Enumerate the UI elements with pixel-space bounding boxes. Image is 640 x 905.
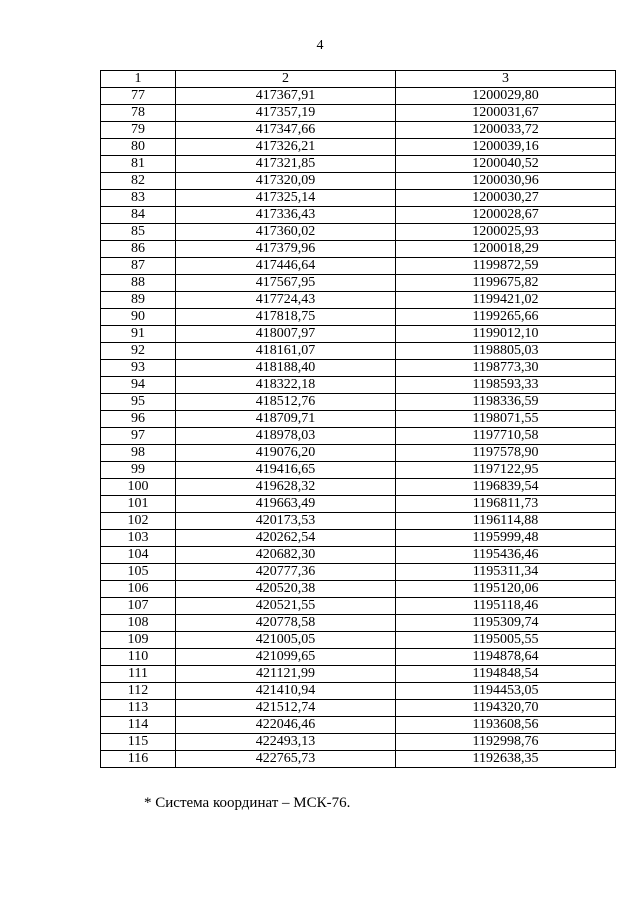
x-coordinate-cell: 422765,73 bbox=[176, 751, 396, 768]
y-coordinate-cell: 1198336,59 bbox=[396, 394, 616, 411]
point-number-cell: 115 bbox=[101, 734, 176, 751]
point-number-cell: 88 bbox=[101, 275, 176, 292]
table-row bbox=[101, 173, 616, 190]
y-coordinate-cell: 1194878,64 bbox=[396, 649, 616, 666]
x-coordinate-cell: 421121,99 bbox=[176, 666, 396, 683]
table-row bbox=[101, 309, 616, 326]
point-number-cell: 108 bbox=[101, 615, 176, 632]
point-number-cell: 109 bbox=[101, 632, 176, 649]
x-coordinate-cell: 417325,14 bbox=[176, 190, 396, 207]
point-number-cell: 89 bbox=[101, 292, 176, 309]
point-number-cell: 111 bbox=[101, 666, 176, 683]
point-number-cell: 87 bbox=[101, 258, 176, 275]
x-coordinate-cell: 421005,05 bbox=[176, 632, 396, 649]
y-coordinate-cell: 1200030,96 bbox=[396, 173, 616, 190]
x-coordinate-cell: 422493,13 bbox=[176, 734, 396, 751]
point-number-cell: 96 bbox=[101, 411, 176, 428]
y-coordinate-cell: 1195309,74 bbox=[396, 615, 616, 632]
column-header-3: 3 bbox=[396, 71, 616, 88]
table-row bbox=[101, 360, 616, 377]
table-row bbox=[101, 700, 616, 717]
point-number-cell: 112 bbox=[101, 683, 176, 700]
x-coordinate-cell: 419076,20 bbox=[176, 445, 396, 462]
table-row bbox=[101, 377, 616, 394]
y-coordinate-cell: 1200025,93 bbox=[396, 224, 616, 241]
x-coordinate-cell: 419663,49 bbox=[176, 496, 396, 513]
table-row bbox=[101, 207, 616, 224]
x-coordinate-cell: 417818,75 bbox=[176, 309, 396, 326]
y-coordinate-cell: 1198071,55 bbox=[396, 411, 616, 428]
y-coordinate-cell: 1195311,34 bbox=[396, 564, 616, 581]
table-row bbox=[101, 122, 616, 139]
y-coordinate-cell: 1192998,76 bbox=[396, 734, 616, 751]
x-coordinate-cell: 418161,07 bbox=[176, 343, 396, 360]
point-number-cell: 94 bbox=[101, 377, 176, 394]
point-number-cell: 110 bbox=[101, 649, 176, 666]
table-row bbox=[101, 751, 616, 768]
x-coordinate-cell: 417347,66 bbox=[176, 122, 396, 139]
point-number-cell: 98 bbox=[101, 445, 176, 462]
table-row bbox=[101, 581, 616, 598]
table-row bbox=[101, 547, 616, 564]
x-coordinate-cell: 417357,19 bbox=[176, 105, 396, 122]
x-coordinate-cell: 417320,09 bbox=[176, 173, 396, 190]
point-number-cell: 106 bbox=[101, 581, 176, 598]
y-coordinate-cell: 1195118,46 bbox=[396, 598, 616, 615]
x-coordinate-cell: 418188,40 bbox=[176, 360, 396, 377]
x-coordinate-cell: 419628,32 bbox=[176, 479, 396, 496]
table-row bbox=[101, 190, 616, 207]
table-row bbox=[101, 666, 616, 683]
y-coordinate-cell: 1199012,10 bbox=[396, 326, 616, 343]
table-row bbox=[101, 139, 616, 156]
table-row bbox=[101, 649, 616, 666]
table-header-row bbox=[101, 71, 616, 88]
y-coordinate-cell: 1200033,72 bbox=[396, 122, 616, 139]
y-coordinate-cell: 1194320,70 bbox=[396, 700, 616, 717]
x-coordinate-cell: 421512,74 bbox=[176, 700, 396, 717]
table-row bbox=[101, 530, 616, 547]
table-body bbox=[101, 88, 616, 768]
x-coordinate-cell: 419416,65 bbox=[176, 462, 396, 479]
x-coordinate-cell: 417567,95 bbox=[176, 275, 396, 292]
x-coordinate-cell: 417321,85 bbox=[176, 156, 396, 173]
y-coordinate-cell: 1200018,29 bbox=[396, 241, 616, 258]
table-row bbox=[101, 343, 616, 360]
coordinate-system-footnote: * Система координат – МСК-76. bbox=[144, 795, 351, 811]
y-coordinate-cell: 1200028,67 bbox=[396, 207, 616, 224]
point-number-cell: 83 bbox=[101, 190, 176, 207]
x-coordinate-cell: 418512,76 bbox=[176, 394, 396, 411]
x-coordinate-cell: 420521,55 bbox=[176, 598, 396, 615]
point-number-cell: 80 bbox=[101, 139, 176, 156]
x-coordinate-cell: 420173,53 bbox=[176, 513, 396, 530]
table-row bbox=[101, 411, 616, 428]
y-coordinate-cell: 1196114,88 bbox=[396, 513, 616, 530]
point-number-cell: 105 bbox=[101, 564, 176, 581]
y-coordinate-cell: 1197122,95 bbox=[396, 462, 616, 479]
x-coordinate-cell: 417367,91 bbox=[176, 88, 396, 105]
x-coordinate-cell: 417724,43 bbox=[176, 292, 396, 309]
point-number-cell: 101 bbox=[101, 496, 176, 513]
x-coordinate-cell: 420520,38 bbox=[176, 581, 396, 598]
table-row bbox=[101, 683, 616, 700]
y-coordinate-cell: 1198593,33 bbox=[396, 377, 616, 394]
y-coordinate-cell: 1200029,80 bbox=[396, 88, 616, 105]
x-coordinate-cell: 417446,64 bbox=[176, 258, 396, 275]
column-header-1: 1 bbox=[101, 71, 176, 88]
column-header-2: 2 bbox=[176, 71, 396, 88]
y-coordinate-cell: 1195436,46 bbox=[396, 547, 616, 564]
point-number-cell: 113 bbox=[101, 700, 176, 717]
point-number-cell: 107 bbox=[101, 598, 176, 615]
x-coordinate-cell: 421410,94 bbox=[176, 683, 396, 700]
point-number-cell: 99 bbox=[101, 462, 176, 479]
point-number-cell: 79 bbox=[101, 122, 176, 139]
y-coordinate-cell: 1199675,82 bbox=[396, 275, 616, 292]
x-coordinate-cell: 417379,96 bbox=[176, 241, 396, 258]
y-coordinate-cell: 1193608,56 bbox=[396, 717, 616, 734]
table-row bbox=[101, 734, 616, 751]
x-coordinate-cell: 421099,65 bbox=[176, 649, 396, 666]
point-number-cell: 114 bbox=[101, 717, 176, 734]
point-number-cell: 85 bbox=[101, 224, 176, 241]
x-coordinate-cell: 417336,43 bbox=[176, 207, 396, 224]
x-coordinate-cell: 420682,30 bbox=[176, 547, 396, 564]
table-row bbox=[101, 564, 616, 581]
y-coordinate-cell: 1200031,67 bbox=[396, 105, 616, 122]
table-row bbox=[101, 258, 616, 275]
y-coordinate-cell: 1194848,54 bbox=[396, 666, 616, 683]
point-number-cell: 86 bbox=[101, 241, 176, 258]
point-number-cell: 100 bbox=[101, 479, 176, 496]
table-row bbox=[101, 88, 616, 105]
x-coordinate-cell: 420262,54 bbox=[176, 530, 396, 547]
point-number-cell: 93 bbox=[101, 360, 176, 377]
y-coordinate-cell: 1196839,54 bbox=[396, 479, 616, 496]
point-number-cell: 84 bbox=[101, 207, 176, 224]
coordinates-table bbox=[100, 70, 616, 768]
y-coordinate-cell: 1199421,02 bbox=[396, 292, 616, 309]
y-coordinate-cell: 1199872,59 bbox=[396, 258, 616, 275]
table-row bbox=[101, 105, 616, 122]
y-coordinate-cell: 1199265,66 bbox=[396, 309, 616, 326]
table-row bbox=[101, 428, 616, 445]
point-number-cell: 103 bbox=[101, 530, 176, 547]
table-row bbox=[101, 445, 616, 462]
point-number-cell: 91 bbox=[101, 326, 176, 343]
page-number: 4 bbox=[316, 38, 324, 53]
y-coordinate-cell: 1195999,48 bbox=[396, 530, 616, 547]
y-coordinate-cell: 1197710,58 bbox=[396, 428, 616, 445]
y-coordinate-cell: 1200039,16 bbox=[396, 139, 616, 156]
table-row bbox=[101, 326, 616, 343]
y-coordinate-cell: 1198773,30 bbox=[396, 360, 616, 377]
table-row bbox=[101, 513, 616, 530]
y-coordinate-cell: 1200030,27 bbox=[396, 190, 616, 207]
x-coordinate-cell: 418007,97 bbox=[176, 326, 396, 343]
point-number-cell: 92 bbox=[101, 343, 176, 360]
table-row bbox=[101, 394, 616, 411]
point-number-cell: 102 bbox=[101, 513, 176, 530]
table-row bbox=[101, 241, 616, 258]
table-row bbox=[101, 615, 616, 632]
point-number-cell: 116 bbox=[101, 751, 176, 768]
x-coordinate-cell: 420777,36 bbox=[176, 564, 396, 581]
table-row bbox=[101, 292, 616, 309]
point-number-cell: 82 bbox=[101, 173, 176, 190]
y-coordinate-cell: 1197578,90 bbox=[396, 445, 616, 462]
y-coordinate-cell: 1198805,03 bbox=[396, 343, 616, 360]
y-coordinate-cell: 1195005,55 bbox=[396, 632, 616, 649]
table-row bbox=[101, 275, 616, 292]
table-row bbox=[101, 462, 616, 479]
table-row bbox=[101, 224, 616, 241]
y-coordinate-cell: 1196811,73 bbox=[396, 496, 616, 513]
y-coordinate-cell: 1194453,05 bbox=[396, 683, 616, 700]
y-coordinate-cell: 1195120,06 bbox=[396, 581, 616, 598]
y-coordinate-cell: 1200040,52 bbox=[396, 156, 616, 173]
x-coordinate-cell: 418978,03 bbox=[176, 428, 396, 445]
point-number-cell: 81 bbox=[101, 156, 176, 173]
point-number-cell: 97 bbox=[101, 428, 176, 445]
point-number-cell: 78 bbox=[101, 105, 176, 122]
table-row bbox=[101, 717, 616, 734]
point-number-cell: 95 bbox=[101, 394, 176, 411]
point-number-cell: 77 bbox=[101, 88, 176, 105]
point-number-cell: 90 bbox=[101, 309, 176, 326]
x-coordinate-cell: 418709,71 bbox=[176, 411, 396, 428]
table-row bbox=[101, 479, 616, 496]
x-coordinate-cell: 417360,02 bbox=[176, 224, 396, 241]
table-row bbox=[101, 156, 616, 173]
y-coordinate-cell: 1192638,35 bbox=[396, 751, 616, 768]
table-row bbox=[101, 496, 616, 513]
point-number-cell: 104 bbox=[101, 547, 176, 564]
table-row bbox=[101, 598, 616, 615]
x-coordinate-cell: 418322,18 bbox=[176, 377, 396, 394]
x-coordinate-cell: 422046,46 bbox=[176, 717, 396, 734]
x-coordinate-cell: 417326,21 bbox=[176, 139, 396, 156]
table-row bbox=[101, 632, 616, 649]
x-coordinate-cell: 420778,58 bbox=[176, 615, 396, 632]
